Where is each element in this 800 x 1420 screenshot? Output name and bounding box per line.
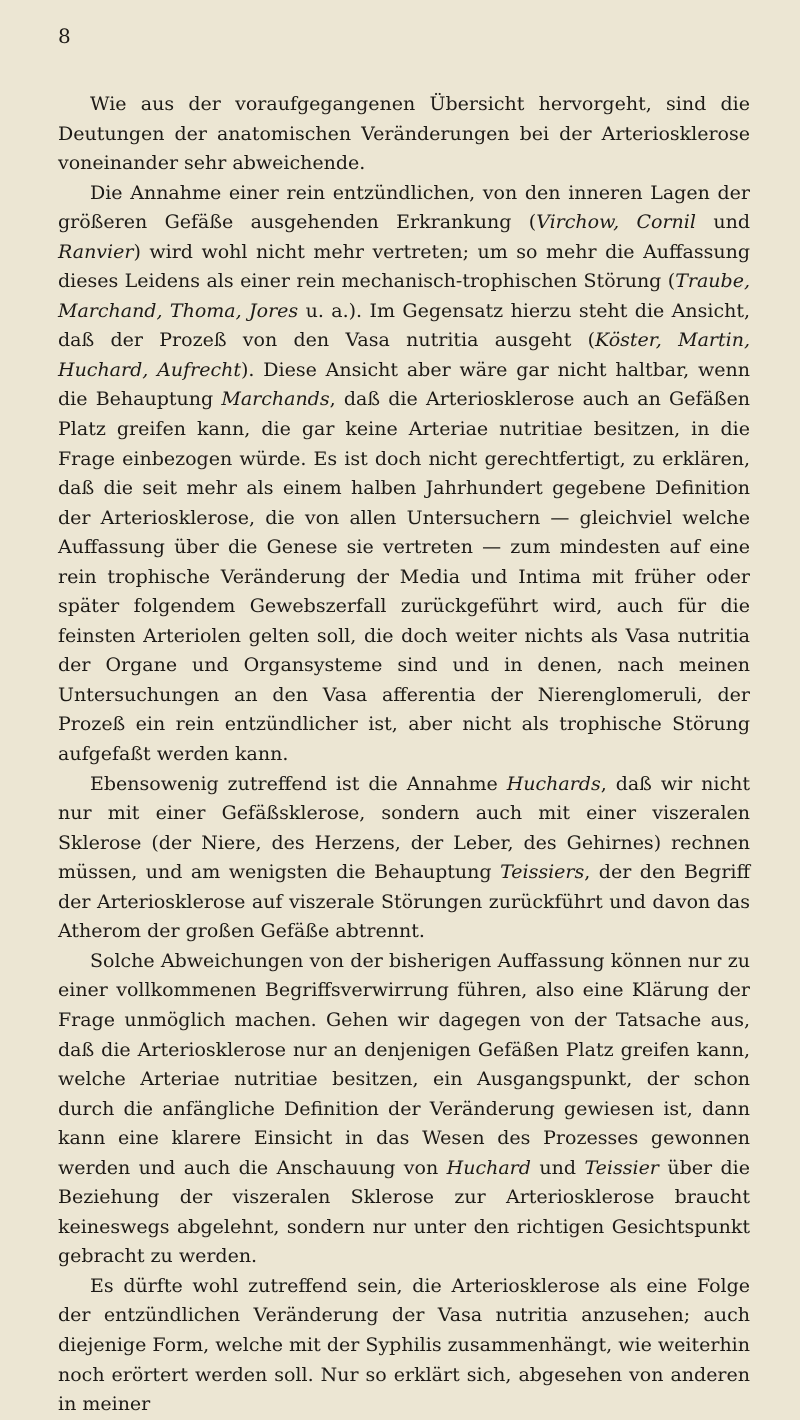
- text-run: ) wird wohl nicht mehr vertreten; um so mehr die Auffassung dieses Leidens als einer rein mechanisch-trophischen Störung (: [58, 240, 750, 293]
- text-run: Solche Abweichungen von der bisherigen Auffassung können nur zu einer vollkommenen Begriffsverwirrung führen, also eine Klärung der Frage unmöglich machen. Gehen wir dagegen von der Tatsache aus, daß die Arteriosklerose nur an denjenigen Gefäßen Platz greifen kann, welche Arteriae nutritiae besitzen, ein Ausgangspunkt, der schon durch die anfängliche Definition der Veränderung gewiesen ist, dann kann eine klarere Einsicht in das Wesen des Prozesses gewonnen werden und auch die Anschauung von: [58, 949, 750, 1179]
- author-name: Huchard: [446, 1156, 531, 1179]
- text-run: Ebensowenig zutreffend ist die Annahme: [90, 772, 507, 795]
- page-number: 8: [58, 24, 71, 48]
- author-name: Köster, Martin, Huchard, Aufrecht: [58, 329, 750, 381]
- author-name: Huchards: [506, 772, 601, 795]
- text-run: , daß wir nicht nur mit einer Gefäßsklerose, sondern auch mit einer viszeralen Sklerose (der Niere, des Herzens, der Leber, des Gehirnes) rechnen müssen, und am wenigsten die Behauptung: [58, 772, 751, 884]
- author-name: Teissiers: [500, 861, 585, 884]
- text-run: ). Diese Ansicht aber wäre gar nicht haltbar, wenn die Behauptung: [58, 358, 750, 411]
- paragraph: [58, 90, 750, 179]
- author-name: Virchow, Cornil: [536, 211, 696, 234]
- paragraph: [58, 947, 750, 1272]
- paragraph: [58, 179, 750, 770]
- text-run: , daß die Arteriosklerose auch an Gefäßen Platz greifen kann, die gar keine Arteriae nutritiae besitzen, in die Frage einbezogen würde. Es ist doch nicht gerechtfertigt, zu erklären, daß die seit mehr als einem halben Jahrhundert gegebene Definition der Arteriosklerose, die von allen Untersuchern — gleichviel welche Auffassung über die Genese sie vertreten — zum mindesten auf eine rein trophische Veränderung der Media und Intima mit früher oder später folgendem Gewebszerfall zurückgeführt wird, auch für die feinsten Arteriolen gelten soll, die doch weiter nichts als Vasa nutritia der Organe und Organsysteme sind und in denen, nach meinen Untersuchungen an den Vasa afferentia der Nierenglomeruli, der Prozeß ein rein entzündlicher ist, aber nicht als trophische Störung aufgefaßt werden kann.: [58, 388, 750, 766]
- text-run: und: [530, 1156, 585, 1179]
- text-run: u. a.). Im Gegensatz hierzu steht die Ansicht, daß der Prozeß von den Vasa nutritia ausgeht (: [58, 299, 750, 352]
- paragraph: [58, 770, 750, 947]
- text-run: Die Annahme einer rein entzündlichen, von den inneren Lagen der größeren Gefäße ausgehenden Erkrankung (: [58, 181, 750, 234]
- body-text: [58, 90, 750, 1420]
- text-run: Wie aus der voraufgegangenen Übersicht hervorgeht, sind die Deutungen der anatomischen Veränderungen bei der Arteriosklerose voneinander sehr abweichende.: [58, 93, 750, 175]
- author-name: Traube, Marchand, Thoma, Jores: [58, 270, 750, 322]
- author-name: Teissier: [584, 1156, 659, 1179]
- text-run: Es dürfte wohl zutreffend sein, die Arteriosklerose als eine Folge der entzündlichen Veränderung der Vasa nutritia anzusehen; auch diejenige Form, welche mit der Syphilis zusammenhängt, wie weiterhin noch erörtert werden soll. Nur so erklärt sich, abgesehen von anderen in meiner: [58, 1274, 750, 1416]
- paragraph: [58, 1272, 750, 1420]
- author-name: Ranvier: [58, 240, 134, 263]
- text-run: über die Beziehung der viszeralen Sklerose zur Arteriosklerose braucht keineswegs abgelehnt, sondern nur unter den richtigen Gesichtspunkt gebracht zu werden.: [58, 1156, 751, 1268]
- text-run: und: [695, 211, 750, 234]
- author-name: Marchands: [221, 388, 330, 411]
- text-run: , der den Begriff der Arteriosklerose auf viszerale Störungen zurückführt und davon das Atherom der großen Gefäße abtrennt.: [58, 861, 750, 943]
